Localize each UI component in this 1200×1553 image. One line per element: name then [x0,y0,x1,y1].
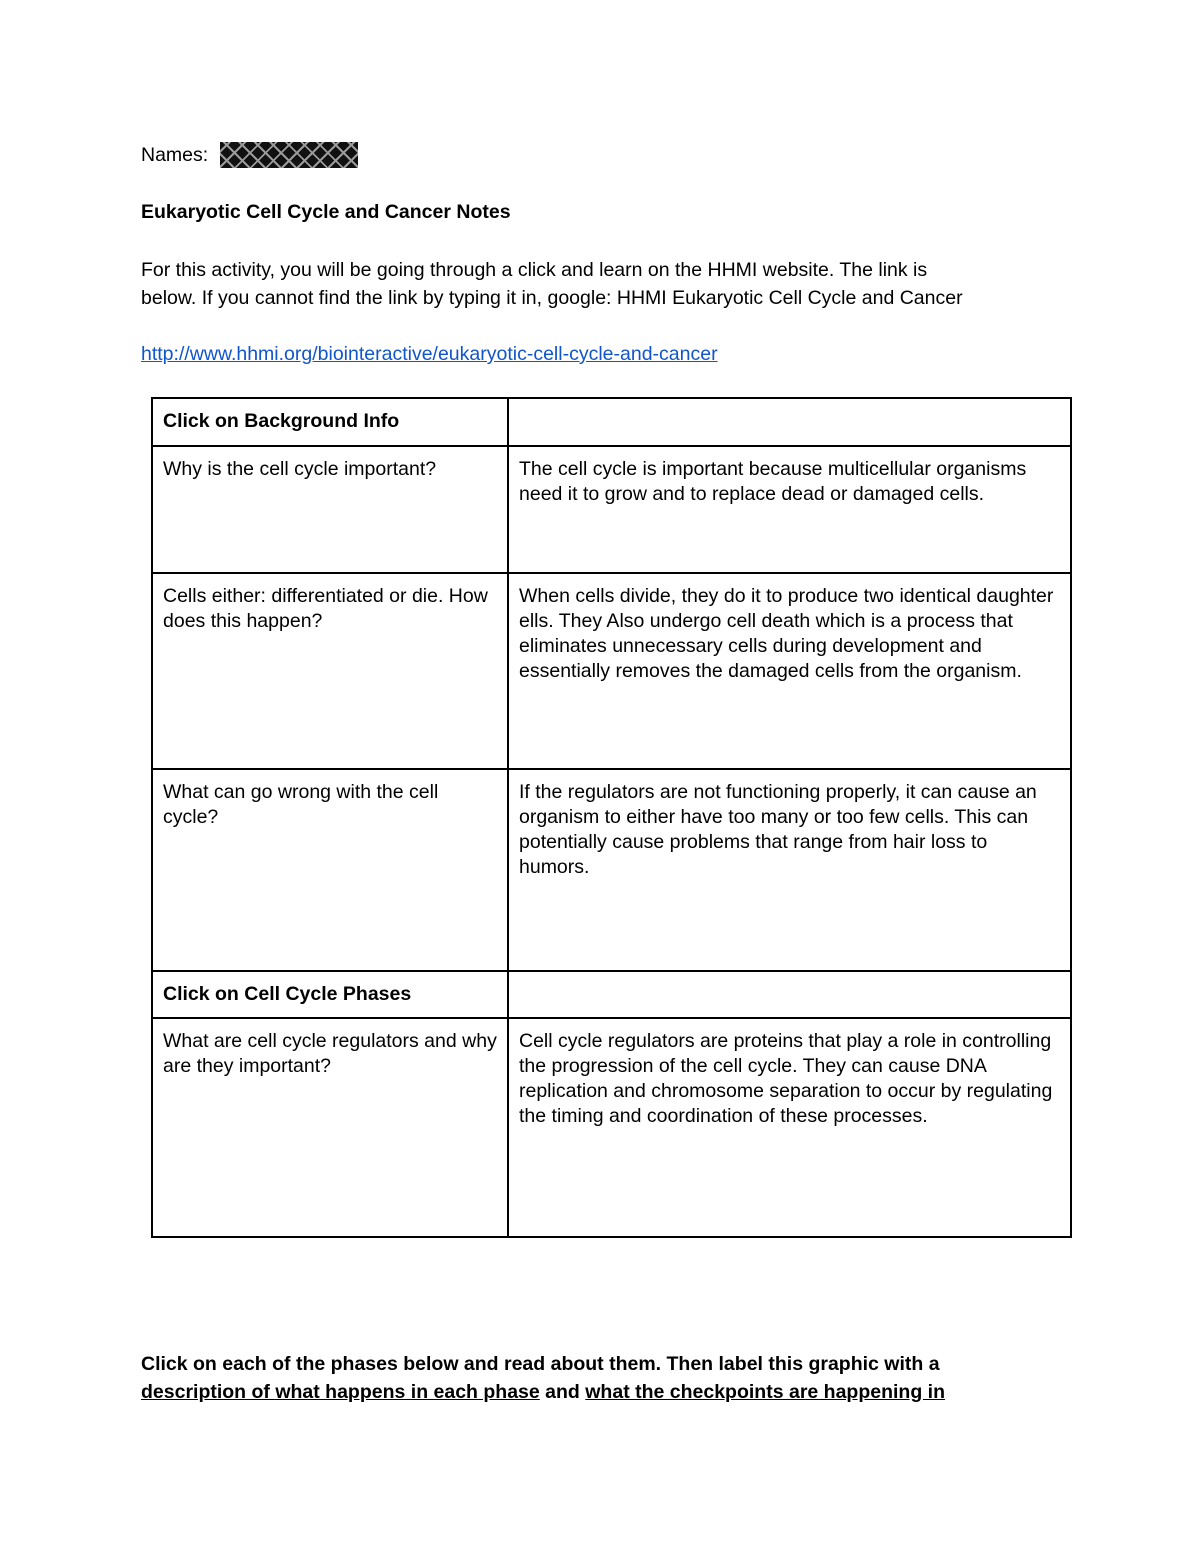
phases-instructions [141,1350,1101,1406]
table-row-background-header [152,398,1071,446]
instructions-line-2 [141,1378,1101,1406]
notes-table [151,397,1072,1238]
underlined-checkpoints: what the checkpoints are happening in [585,1381,945,1403]
question-cell: What are cell cycle regulators and why are they important? [152,1018,508,1237]
answer-cell[interactable]: When cells divide, they do it to produce two identical daughter ells. They Also undergo cell death which is a process that eliminates unnecessary cells during development and essentially removes the damaged cells from the organism. [508,573,1071,769]
intro-line-1: For this activity, you will be going through a click and learn on the HHMI website. The link is [141,259,928,281]
names-label: Names: [141,143,209,166]
document-title: Eukaryotic Cell Cycle and Cancer Notes [141,201,511,223]
answer-cell[interactable]: The cell cycle is important because multicellular organisms need it to grow and to replace dead or damaged cells. [508,446,1071,573]
redacted-names-box [220,142,358,168]
intro-line-2: below. If you cannot find the link by typing it in, google: HHMI Eukaryotic Cell Cycle and Cancer [141,287,963,309]
answer-cell-empty[interactable] [508,398,1071,446]
answer-cell[interactable]: If the regulators are not functioning properly, it can cause an organism to either have too many or too few cells. This can potentially cause problems that range from hair loss to humors. [508,769,1071,971]
instructions-line-1: Click on each of the phases below and read about them. Then label this graphic with a [141,1353,940,1375]
table-row [152,1018,1071,1237]
hhmi-link[interactable]: http://www.hhmi.org/biointeractive/eukaryotic-cell-cycle-and-cancer [141,343,718,365]
question-cell: Why is the cell cycle important? [152,446,508,573]
conjunction: and [539,1381,586,1403]
answer-cell-empty[interactable] [508,971,1071,1018]
question-cell: What can go wrong with the cell cycle? [152,769,508,971]
names-row [141,140,358,170]
table-row-phases-header [152,971,1071,1018]
question-cell: Cells either: differentiated or die. How does this happen? [152,573,508,769]
answer-cell[interactable]: Cell cycle regulators are proteins that play a role in controlling the progression of the cell cycle. They can cause DNA replication and chromosome separation to occur by regulating the timing and coordination of these processes. [508,1018,1071,1237]
section-header-background-info: Click on Background Info [152,398,508,446]
intro-paragraph [141,256,1081,312]
section-header-cell-cycle-phases: Click on Cell Cycle Phases [152,971,508,1018]
table-row [152,446,1071,573]
table-row [152,573,1071,769]
table-row [152,769,1071,971]
underlined-phase-description: description of what happens in each phase [141,1381,540,1403]
